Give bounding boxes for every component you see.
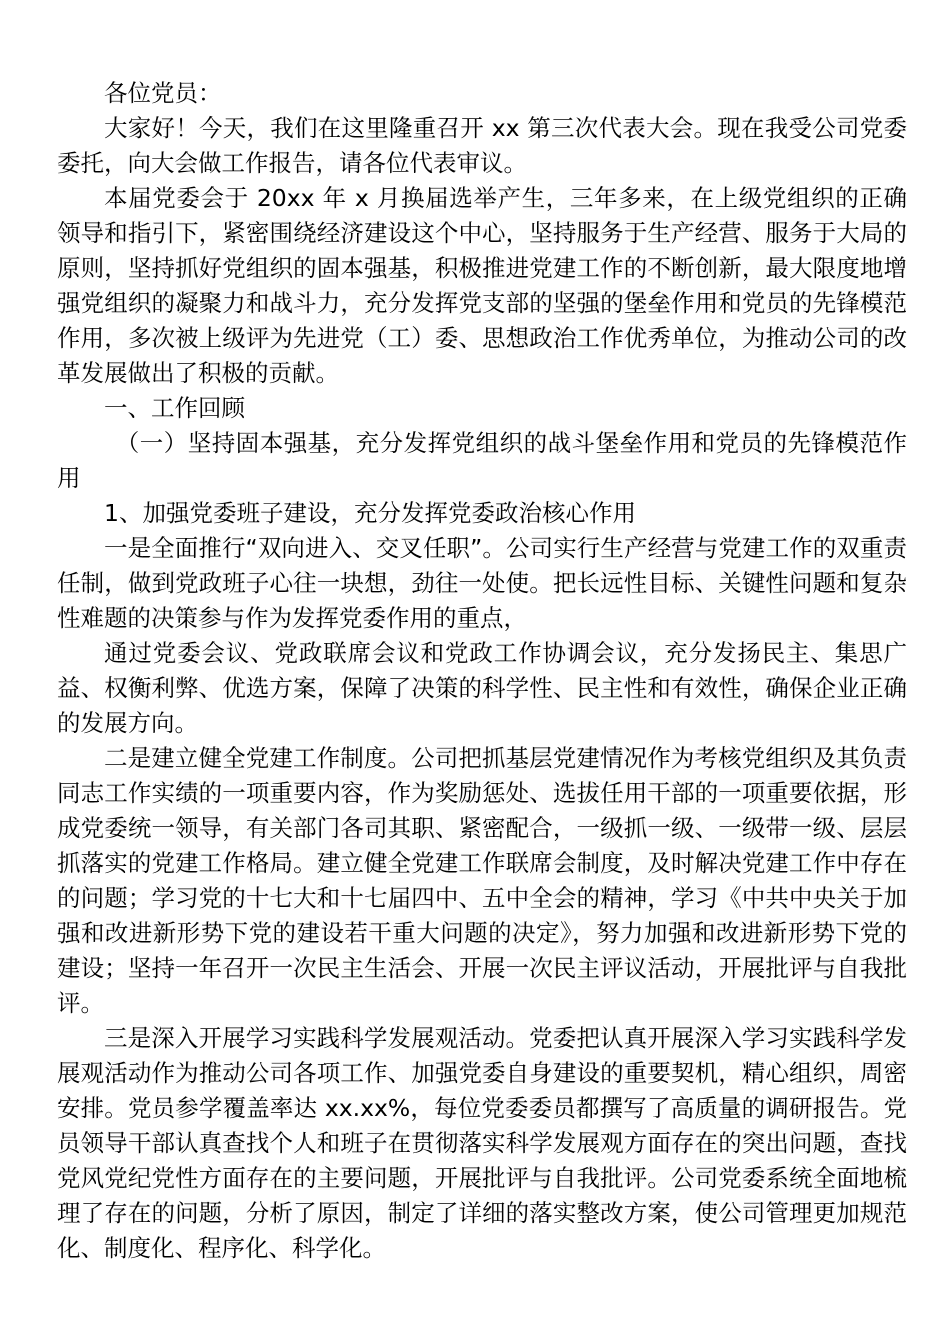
body-paragraph: 二是建立健全党建工作制度。公司把抓基层党建情况作为考核党组织及其负责同志工作实绩的一项重要内容，作为奖励惩处、选拔任用干部的一项重要依据，形成党委统一领导，有关部门各司其职、紧密配合，一级抓一级、一级带一级、层层抓落实的党建工作格局。建立健全党建工作联席会制度，及时解决党建工作中存在的问题；学习党的十七大和十七届四中、五中全会的精神，学习《中共中央关于加强和改进新形势下党的建设若干重大问题的决定》，努力加强和改进新形势下党的建设；坚持一年召开一次民主生活会、开展一次民主评议活动，开展批评与自我批评。	[57, 744, 907, 1017]
summary-paragraph: 本届党委会于 20xx 年 x 月换届选举产生，三年多来，在上级党组织的正确领导和指引下，紧密围绕经济建设这个中心，坚持服务于生产经营、服务于大局的原则，坚持抓好党组织的固本强基，积极推进党建工作的不断创新，最大限度地增强党组织的凝聚力和战斗力，充分发挥党支部的坚强的堡垒作用和党员的先锋模范作用，多次被上级评为先进党（工）委、思想政治工作优秀单位，为推动公司的改革发展做出了积极的贡献。	[57, 184, 907, 387]
document-body	[57, 76, 907, 1266]
body-paragraph: 一是全面推行“双向进入、交叉任职”。公司实行生产经营与党建工作的双重责任制，做到党政班子心往一块想，劲往一处使。把长远性目标、关键性问题和复杂性难题的决策参与作为发挥党委作用的重点，	[57, 534, 907, 632]
section-heading: 一、工作回顾	[104, 394, 245, 422]
body-paragraph: 三是深入开展学习实践科学发展观活动。党委把认真开展深入学习实践科学发展观活动作为推动公司各项工作、加强党委自身建设的重要契机，精心组织，周密安排。党员参学覆盖率达 xx.xx%，每位党委委员都撰写了高质量的调研报告。党员领导干部认真查找个人和班子在贯彻落实科学发展观方面存在的突出问题，查找党风党纪党性方面存在的主要问题，开展批评与自我批评。公司党委系统全面地梳理了存在的问题，分析了原因，制定了详细的落实整改方案，使公司管理更加规范化、制度化、程序化、科学化。	[57, 1024, 907, 1262]
greeting-paragraph: 大家好！今天，我们在这里隆重召开 xx 第三次代表大会。现在我受公司党委委托，向大会做工作报告，请各位代表审议。	[57, 114, 907, 177]
salutation: 各位党员：	[104, 79, 222, 107]
item-heading: 1、加强党委班子建设，充分发挥党委政治核心作用	[104, 499, 636, 527]
subsection-heading: （一）坚持固本强基，充分发挥党组织的战斗堡垒作用和党员的先锋模范作用	[57, 429, 907, 492]
body-paragraph: 通过党委会议、党政联席会议和党政工作协调会议，充分发扬民主、集思广益、权衡利弊、优选方案，保障了决策的科学性、民主性和有效性，确保企业正确的发展方向。	[57, 639, 907, 737]
